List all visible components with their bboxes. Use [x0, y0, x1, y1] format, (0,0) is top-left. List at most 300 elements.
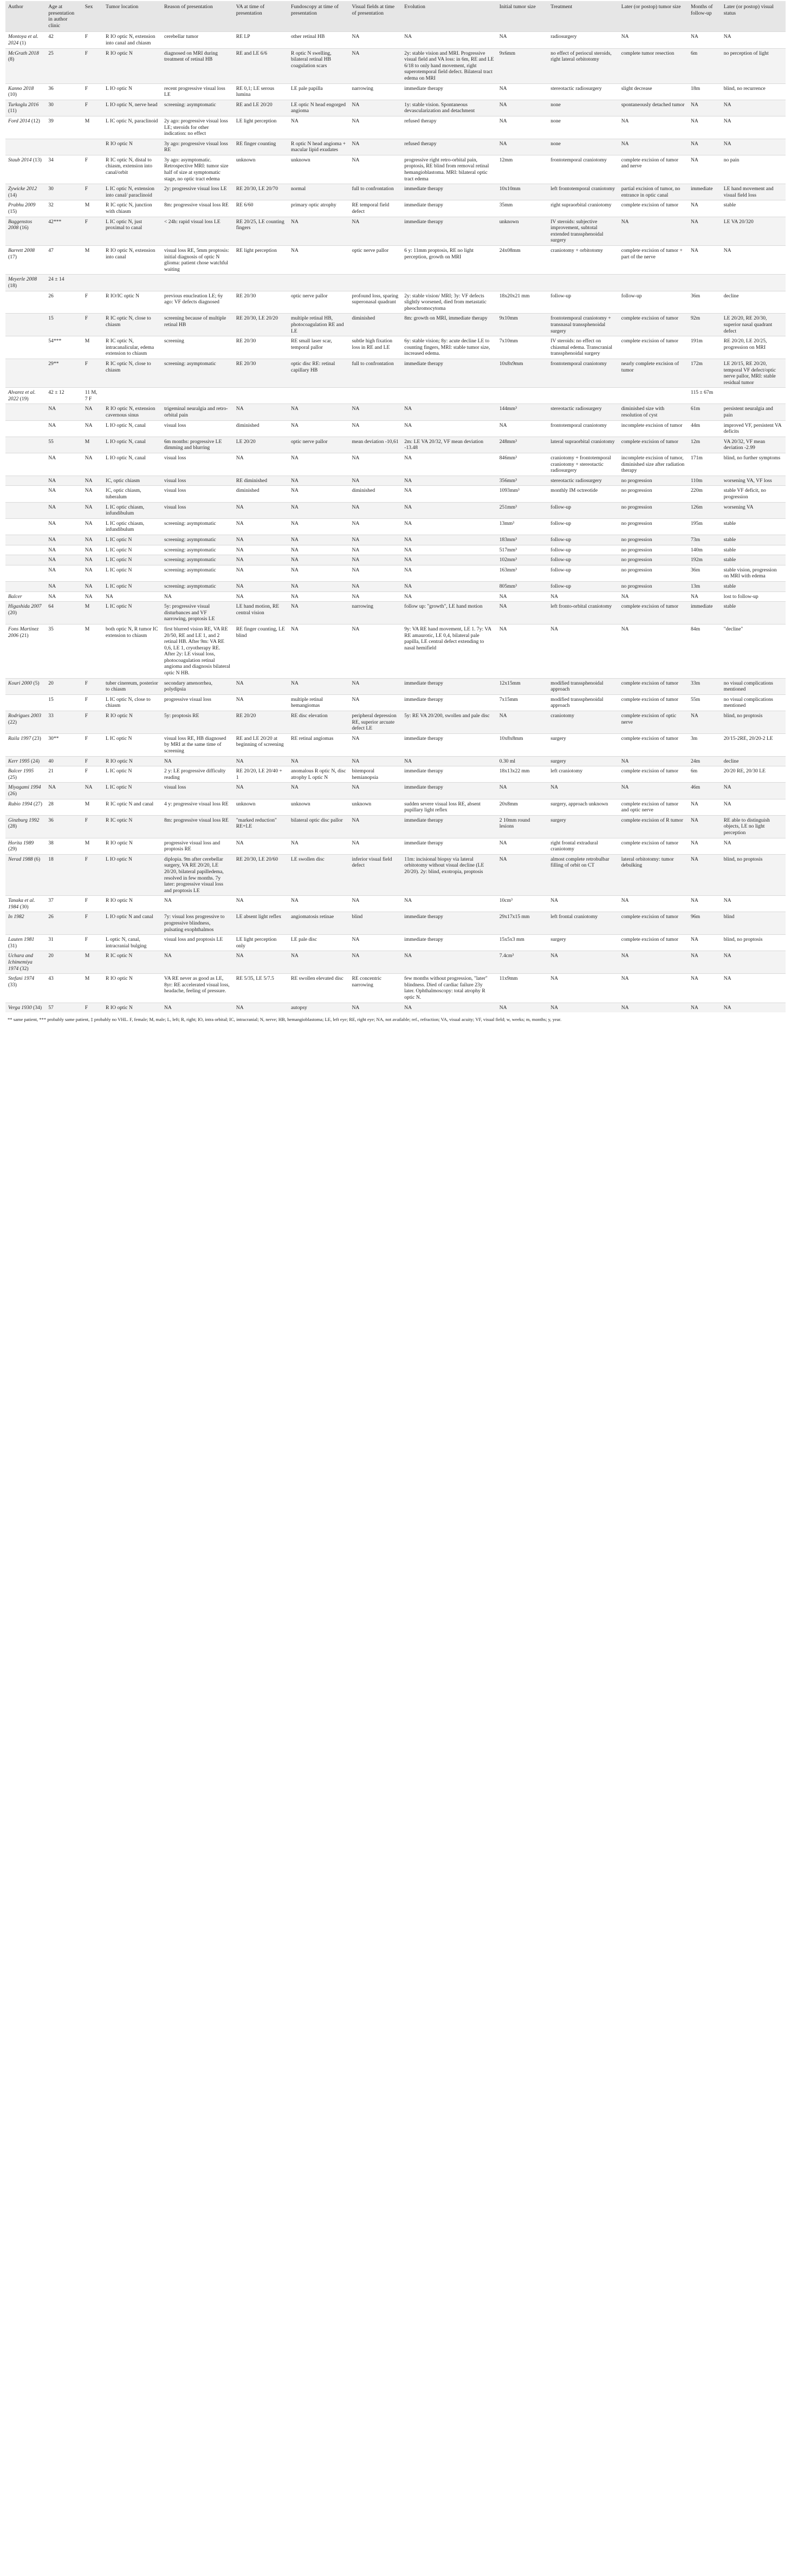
cell-size: 18x20x21 mm	[497, 291, 548, 314]
cell-reason: screening: asymptomatic	[161, 555, 234, 565]
cell-sex: M	[82, 799, 103, 815]
cell-sex: F	[82, 48, 103, 83]
cell-evo: 6y: stable vision; 8y: acute decline LE to counting fingers, MRI: stable tumor size, increased edema.	[401, 336, 497, 359]
cell-fundus: NA	[288, 545, 349, 555]
cell-later: complete excision of tumor	[619, 766, 688, 783]
cell-tx: left fronto-orbital craniotomy	[548, 602, 619, 625]
cell-reason: 2 y: LE progressive difficulty reading	[161, 766, 234, 783]
author-cell	[5, 974, 46, 1003]
cell-vf: NA	[349, 116, 402, 139]
cell-fundus: NA	[288, 678, 349, 694]
table-row	[5, 815, 786, 838]
cell-size: NA	[497, 116, 548, 139]
cell-sex: M	[82, 624, 103, 678]
cell-tx: none	[548, 139, 619, 155]
table-footnote: ** same patient, *** probably same patient, ‡ probably no VHL. F, female; M, male; L, left; R, right; IO, intra orbital; IC, intracranial; N, nerve; HB, hemangioblastoma; LE, left eye; RE, right eye; NA, not available; ref., refraction; VA, visual acuity; VF, visual field; w, weeks; m, months; y, year.	[8, 1017, 562, 1023]
author-cell	[5, 388, 46, 404]
cell-size: 29x17x15 mm	[497, 912, 548, 935]
cell-size: NA	[497, 854, 548, 896]
author-cell	[5, 1003, 46, 1012]
cell-later: no progression	[619, 486, 688, 502]
author-reference: (15)	[8, 209, 17, 215]
author-reference: (1)	[20, 40, 26, 46]
cell-evo: immediate therapy	[401, 838, 497, 854]
cell-fu: 33m	[688, 678, 721, 694]
cell-age: 30	[46, 100, 82, 116]
author-reference: (19)	[20, 395, 29, 402]
table-row	[5, 518, 786, 535]
cell-tx: surgery	[548, 733, 619, 756]
cell-evo: 6 y: 11mm proptosis, RE no light perception, growth on MRI	[401, 246, 497, 275]
cell-size: 18x13x22 mm	[497, 766, 548, 783]
cell-loc: R IO optic N	[103, 711, 161, 734]
cell-fundus: NA	[288, 565, 349, 581]
table-row	[5, 139, 786, 155]
cell-age: 25	[46, 48, 82, 83]
author-name: Balcer 1995	[8, 768, 34, 775]
cell-reason: screening: asymptomatic	[161, 565, 234, 581]
cell-reason: 3y ago: asymptomatic. Retrospective MRI: tumor size half of size at symptomatic stage, no optic tract edema	[161, 155, 234, 184]
cell-status: persistent neuralgia and pain	[721, 404, 786, 420]
cell-later: NA	[619, 974, 688, 1003]
cell-size: 144mm³	[497, 404, 548, 420]
cell-age: 39	[46, 116, 82, 139]
cell-age: 40	[46, 756, 82, 766]
cell-reason: NA	[161, 896, 234, 912]
cell-va: RE and LE 6/6	[234, 48, 288, 83]
cell-fu: immediate	[688, 602, 721, 625]
cell-size: NA	[497, 32, 548, 48]
cell-reason: cerebellar tumor	[161, 32, 234, 48]
cell-age: 64	[46, 602, 82, 625]
cell-evo: NA	[401, 565, 497, 581]
cell-evo: 11m: incisional biopsy via lateral orbitotomy without visual decline (LE 20/20). 2y: blind, exotropia, proptosis	[401, 854, 497, 896]
cell-age: NA	[46, 565, 82, 581]
cell-sex: M	[82, 602, 103, 625]
cell-reason: screening: asymptomatic	[161, 359, 234, 387]
cell-later: follow-up	[619, 291, 688, 314]
cell-status: NA	[721, 951, 786, 974]
author-cell	[5, 854, 46, 896]
cell-reason: 2y ago: progressive visual loss LE; steroids for other indication: no effect	[161, 116, 234, 139]
cell-va: diminished	[234, 486, 288, 502]
author-reference: (33)	[8, 981, 17, 988]
cell-size: 15x5x3 mm	[497, 935, 548, 951]
cell-tx: lateral supraorbital craniotomy	[548, 437, 619, 453]
cell-loc: R IO optic N	[103, 1003, 161, 1012]
cell-va: LE light perception only	[234, 935, 288, 951]
cell-fu: NA	[688, 974, 721, 1003]
cell-age: 15	[46, 314, 82, 336]
cell-sex: NA	[82, 591, 103, 602]
cell-loc: R IC optic N, close to chiasm	[103, 359, 161, 387]
author-cell	[5, 404, 46, 420]
cell-vf: NA	[349, 756, 402, 766]
cell-vf: NA	[349, 404, 402, 420]
cell-evo: immediate therapy	[401, 217, 497, 245]
cell-fundus: NA	[288, 502, 349, 518]
cell-sex: NA	[82, 453, 103, 476]
cell-evo: immediate therapy	[401, 766, 497, 783]
cell-age: 30	[46, 184, 82, 200]
table-row	[5, 678, 786, 694]
author-reference: (32)	[20, 965, 29, 972]
cell-size: 846mm³	[497, 453, 548, 476]
author-cell	[5, 799, 46, 815]
table-row	[5, 314, 786, 336]
cell-vf: NA	[349, 896, 402, 912]
cell-vf: NA	[349, 502, 402, 518]
table-row	[5, 116, 786, 139]
cell-va: NA	[234, 545, 288, 555]
cell-status: "decline"	[721, 624, 786, 678]
author-name: Kerr 1995	[8, 758, 30, 764]
cell-vf: blind	[349, 912, 402, 935]
cell-evo: NA	[401, 756, 497, 766]
author-reference: (11)	[8, 108, 17, 114]
cell-size: NA	[497, 1003, 548, 1012]
cell-vf: inferior visual field defect	[349, 854, 402, 896]
table-row	[5, 581, 786, 591]
cell-va: NA	[234, 1003, 288, 1012]
cell-later: complete excision of optic nerve	[619, 711, 688, 734]
cell-status: VA 20/32, VF mean deviation -2.99	[721, 437, 786, 453]
cell-va: NA	[234, 783, 288, 799]
author-name: Higashida 2007	[8, 603, 42, 610]
cell-age: NA	[46, 453, 82, 476]
cell-age: 38	[46, 838, 82, 854]
cell-evo: NA	[401, 591, 497, 602]
cell-later: NA	[619, 624, 688, 678]
cell-vf: NA	[349, 951, 402, 974]
cell-loc: L IO optic N, canal	[103, 437, 161, 453]
cell-sex: F	[82, 766, 103, 783]
cell-status: stable	[721, 581, 786, 591]
cell-size: 13mm³	[497, 518, 548, 535]
cell-fu: 61m	[688, 404, 721, 420]
cell-fu: 171m	[688, 453, 721, 476]
table-row	[5, 756, 786, 766]
cell-tx: follow-up	[548, 291, 619, 314]
author-name: Horita 1989	[8, 840, 34, 846]
table-row	[5, 733, 786, 756]
cell-later: no progression	[619, 555, 688, 565]
cell-fu: NA	[688, 139, 721, 155]
author-name: Kanno 2018	[8, 85, 34, 92]
cell-fu: 192m	[688, 555, 721, 565]
table-row	[5, 535, 786, 545]
cell-fu: 96m	[688, 912, 721, 935]
cell-later: no progression	[619, 581, 688, 591]
cell-later: no progression	[619, 518, 688, 535]
cell-sex: F	[82, 912, 103, 935]
cell-fundus: NA	[288, 591, 349, 602]
cell-loc: L IO optic N and canal	[103, 912, 161, 935]
cell-later: diminished size with resolution of cyst	[619, 404, 688, 420]
cell-status: lost to follow-up	[721, 591, 786, 602]
cell-va: "marked reduction" RE+LE	[234, 815, 288, 838]
author-cell	[5, 336, 46, 359]
cell-tx: NA	[548, 1003, 619, 1012]
cell-evo: NA	[401, 951, 497, 974]
cell-tx: follow-up	[548, 565, 619, 581]
cell-loc: L IO optic N, nerve head	[103, 100, 161, 116]
cell-status: decline	[721, 291, 786, 314]
cell-fundus: NA	[288, 838, 349, 854]
cell-fu: 73m	[688, 535, 721, 545]
cell-sex: M	[82, 838, 103, 854]
author-cell	[5, 116, 46, 139]
author-name: In 1982	[8, 914, 24, 920]
author-reference: (18)	[8, 282, 17, 289]
cell-reason: diplopia. 9m after cerebellar surgery, VA RE 20/20, LE 20/20, bilateral papilledema, resolved in few months. 7y later: progressive visual loss and proptosis LE	[161, 854, 234, 896]
cell-va	[234, 388, 288, 404]
cell-later: complete excision of tumor	[619, 314, 688, 336]
cell-loc: L IC optic N	[103, 733, 161, 756]
author-name: Lauten 1981	[8, 936, 35, 943]
author-reference: (6)	[34, 856, 41, 862]
cell-later: complete excision of tumor	[619, 733, 688, 756]
cell-sex: F	[82, 756, 103, 766]
cell-later: complete tumor resection	[619, 48, 688, 83]
cell-loc: R IO/IC optic N	[103, 291, 161, 314]
column-header: Evolution	[401, 1, 497, 32]
cell-sex: F	[82, 694, 103, 711]
cell-reason: secondary amenorrhea, polydipsia	[161, 678, 234, 694]
author-cell	[5, 711, 46, 734]
cell-loc: L IC optic N, just proximal to canal	[103, 217, 161, 245]
cell-fu: 115 ± 67m	[688, 388, 721, 404]
cell-later: no progression	[619, 545, 688, 555]
column-header: VA at time of presentation	[234, 1, 288, 32]
cell-va: NA	[234, 555, 288, 565]
cell-status: NA	[721, 139, 786, 155]
cell-evo: immediate therapy	[401, 815, 497, 838]
table-row	[5, 545, 786, 555]
cell-fundus: RE disc elevation	[288, 711, 349, 734]
author-cell	[5, 766, 46, 783]
cell-sex: 11 M, 7 F	[82, 388, 103, 404]
cell-reason: screening: asymptomatic	[161, 100, 234, 116]
cell-status: NA	[721, 246, 786, 275]
cell-status: no perception of light	[721, 48, 786, 83]
cell-status: 20/15-2RE, 20/20-2 LE	[721, 733, 786, 756]
cell-status: NA	[721, 1003, 786, 1012]
cell-fundus: RE swollen elevated disc	[288, 974, 349, 1003]
cell-status: worsening VA	[721, 502, 786, 518]
cell-fundus: R optic N swelling, bilateral retinal HB coagulation scars	[288, 48, 349, 83]
cell-evo: NA	[401, 518, 497, 535]
table-row	[5, 246, 786, 275]
cell-status: NA	[721, 974, 786, 1003]
cell-fu: 220m	[688, 486, 721, 502]
cell-fundus: NA	[288, 404, 349, 420]
table-row	[5, 404, 786, 420]
cell-reason: 4 y: progressive visual loss RE	[161, 799, 234, 815]
table-row	[5, 83, 786, 100]
cell-sex: F	[82, 217, 103, 245]
cell-fu: 140m	[688, 545, 721, 555]
cell-va: NA	[234, 951, 288, 974]
cell-tx: radiosurgery	[548, 32, 619, 48]
cell-evo: NA	[401, 896, 497, 912]
cell-tx: modified transsphenoidal approach	[548, 678, 619, 694]
cell-fundus	[288, 388, 349, 404]
cell-fu: 3m	[688, 733, 721, 756]
cell-tx: stereotactic radiosurgery	[548, 83, 619, 100]
cell-size: NA	[497, 591, 548, 602]
cell-fu: 13m	[688, 581, 721, 591]
cell-age: 42***	[46, 217, 82, 245]
cell-vf	[349, 275, 402, 291]
page	[5, 0, 786, 1023]
cell-later: NA	[619, 951, 688, 974]
cell-reason	[161, 275, 234, 291]
cell-status: no pain	[721, 155, 786, 184]
author-reference: (23)	[32, 735, 41, 741]
cell-fu: 36m	[688, 291, 721, 314]
cell-evo: progressive right retro-orbital pain, proptosis, RE blind from removal retinal hemangioblastoma. MRI: bilateral optic tract edema	[401, 155, 497, 184]
cell-sex: F	[82, 896, 103, 912]
cell-evo: immediate therapy	[401, 694, 497, 711]
cell-loc: L IC optic N	[103, 555, 161, 565]
table-row	[5, 100, 786, 116]
cell-sex: F	[82, 935, 103, 951]
cell-sex: M	[82, 246, 103, 275]
author-cell	[5, 535, 46, 545]
cell-status: RE able to distinguish objects, LE no light perception	[721, 815, 786, 838]
author-cell	[5, 951, 46, 974]
cell-fu: NA	[688, 200, 721, 217]
cell-vf: profound loss, sparing superonasal quadrant	[349, 291, 402, 314]
cell-size: 517mm³	[497, 545, 548, 555]
author-name: Fons Martinez 2006	[8, 626, 39, 639]
cell-status: NA	[721, 838, 786, 854]
cell-evo: few months without progression, "later" blindness. Died of cardiac failure 23y later. Ophthalmoscopy: total atrophy R optic N.	[401, 974, 497, 1003]
table-row	[5, 437, 786, 453]
table-row	[5, 155, 786, 184]
cell-later: complete excision of tumor	[619, 678, 688, 694]
cell-tx: NA	[548, 896, 619, 912]
author-reference: (29)	[8, 846, 17, 853]
column-header: Months of follow-up	[688, 1, 721, 32]
cell-later: complete excision of tumor	[619, 912, 688, 935]
cell-vf: NA	[349, 155, 402, 184]
cell-va: NA	[234, 896, 288, 912]
cell-tx: follow-up	[548, 545, 619, 555]
cell-sex: M	[82, 974, 103, 1003]
cell-sex: M	[82, 437, 103, 453]
cell-fundus: LE pale papilla	[288, 83, 349, 100]
cell-tx: surgery	[548, 756, 619, 766]
cell-age: 36	[46, 815, 82, 838]
cell-reason: NA	[161, 951, 234, 974]
author-cell	[5, 545, 46, 555]
author-cell	[5, 32, 46, 48]
cell-status: blind, no proptosis	[721, 854, 786, 896]
cell-fu: NA	[688, 591, 721, 602]
cell-size: 10cm³	[497, 896, 548, 912]
cell-fundus: NA	[288, 535, 349, 545]
cell-reason: 5y: progressive visual disturbances and VF narrowing, proptosis LE	[161, 602, 234, 625]
cell-fu	[688, 275, 721, 291]
cell-reason: NA	[161, 1003, 234, 1012]
cell-sex: F	[82, 854, 103, 896]
author-cell	[5, 502, 46, 518]
cell-age: 37	[46, 896, 82, 912]
cell-age: 32	[46, 200, 82, 217]
cell-sex: NA	[82, 486, 103, 502]
cell-fundus: optic disc RE: retinal capillary HB	[288, 359, 349, 387]
cell-size: 356mm³	[497, 476, 548, 486]
cell-size: NA	[497, 838, 548, 854]
cell-sex: NA	[82, 555, 103, 565]
author-cell	[5, 783, 46, 799]
cell-size: 24x08mm	[497, 246, 548, 275]
cell-loc: L IC optic N	[103, 545, 161, 555]
cell-va: NA	[234, 535, 288, 545]
cell-loc: R IO optic N, extension into canal	[103, 246, 161, 275]
cell-vf: diminished	[349, 314, 402, 336]
author-reference: (26)	[8, 790, 17, 797]
table-row	[5, 486, 786, 502]
cell-vf: NA	[349, 581, 402, 591]
cell-vf: NA	[349, 815, 402, 838]
column-header: Treatment	[548, 1, 619, 32]
cell-va: LE 20/20	[234, 437, 288, 453]
cell-tx: craniotomy	[548, 711, 619, 734]
author-cell	[5, 838, 46, 854]
cell-status: no visual complications mentioned	[721, 694, 786, 711]
cell-status: 20/20 RE, 20/30 LE	[721, 766, 786, 783]
cell-sex: F	[82, 100, 103, 116]
author-reference: (12)	[31, 118, 40, 124]
cell-evo: NA	[401, 453, 497, 476]
table-row	[5, 799, 786, 815]
cell-va: NA	[234, 502, 288, 518]
table-row	[5, 359, 786, 387]
cell-va: diminished	[234, 420, 288, 437]
table-row	[5, 32, 786, 48]
cell-fundus: optic nerve pallor	[288, 437, 349, 453]
cell-reason: NA	[161, 591, 234, 602]
cell-size: 102mm³	[497, 555, 548, 565]
cell-later: lateral orbitotomy: tumor debulking	[619, 854, 688, 896]
author-cell	[5, 200, 46, 217]
cell-evo: NA	[401, 486, 497, 502]
cell-evo: 8m: growth on MRI, immediate therapy	[401, 314, 497, 336]
case-table	[5, 1, 786, 1012]
cell-later: no progression	[619, 535, 688, 545]
cell-loc: both optic N, R tumor IC extension to chiasm	[103, 624, 161, 678]
author-name: Alvarez et al. 2022	[8, 389, 36, 402]
cell-sex	[82, 139, 103, 155]
author-cell	[5, 476, 46, 486]
cell-tx: frontotemporal craniotomy	[548, 359, 619, 387]
table-row	[5, 602, 786, 625]
cell-age: NA	[46, 545, 82, 555]
cell-reason: recent progressive visual loss LE	[161, 83, 234, 100]
cell-fundus: NA	[288, 896, 349, 912]
cell-fundus: unknown	[288, 799, 349, 815]
cell-size: 248mm³	[497, 437, 548, 453]
cell-age: 35	[46, 624, 82, 678]
cell-reason: NA	[161, 756, 234, 766]
cell-later: spontaneously detached tumor	[619, 100, 688, 116]
cell-tx: surgery	[548, 935, 619, 951]
cell-age: NA	[46, 420, 82, 437]
cell-va: NA	[234, 518, 288, 535]
